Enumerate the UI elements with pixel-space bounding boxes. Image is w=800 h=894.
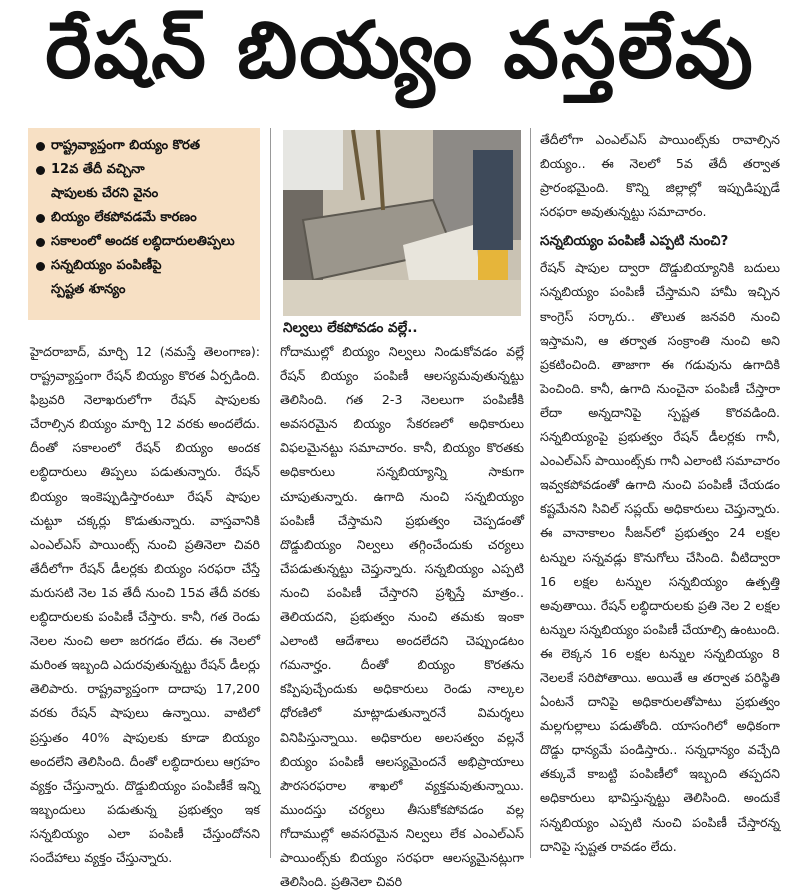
- highlight-item: సకాలంలో అందక లబ్ధిదారులతిప్పలు: [36, 230, 252, 254]
- headline: [0, 0, 800, 120]
- article-paragraph: తేదీలోగా ఎంఎల్ఎస్ పాయింట్స్‌కు రావాల్సిన బియ్యం.. ఈ నెలలో 5వ తేదీ తర్వాత ప్రారంభమైంది. కొన్ని జిల్లాల్లో ఇప్పుడిప్పుడే సరఫరా అవుతున్నట్టు సమాచారం.: [540, 132, 780, 220]
- article-column-1: [30, 340, 260, 865]
- article-column-2: [280, 340, 524, 890]
- highlight-item: 12వ తేదీ వచ్చినా: [36, 158, 252, 182]
- bullet-icon: [36, 142, 45, 151]
- highlight-item: బియ్యం లేకపోవడమే కారణం: [36, 206, 252, 230]
- highlight-item: సన్నబియ్యం పంపిణీపై: [36, 254, 252, 278]
- bullet-icon: [36, 238, 45, 247]
- bullet-icon: [36, 214, 45, 223]
- column-divider: [530, 128, 531, 858]
- subheading: నిల్వలు లేకపోవడం వల్లే..: [283, 320, 418, 336]
- headline-text: రేషన్ బియ్యం వస్తలేవు: [45, 5, 755, 96]
- highlight-item: రాష్ట్రవ్యాప్తంగా బియ్యం కొరత: [36, 134, 252, 158]
- news-photo: [283, 130, 521, 316]
- highlights-box: [28, 128, 260, 320]
- bullet-icon: [36, 166, 45, 175]
- highlight-item-continued: షాపులకు చేరని వైనం: [51, 186, 159, 201]
- bullet-icon: [36, 262, 45, 271]
- column-divider: [270, 128, 271, 858]
- subheading: సన్నబియ్యం పంపిణీ ఎప్పటి నుంచి?: [540, 233, 729, 250]
- highlight-item-continued: స్పష్టత శూన్యం: [51, 282, 126, 297]
- article-paragraph: గోదాముల్లో బియ్యం నిల్వలు నిండుకోవడం వల్లే రేషన్ బియ్యం పంపిణీ ఆలస్యమవుతున్నట్టు తెలిసింది. గత 2-3 నెలలుగా పంపిణీకి అవసరమైన బియ్యం సేకరణలో అధికారులు విఫలమైనట్టు సమాచారం. కానీ, బియ్యం కొరతకు అధికారులు సన్నబియ్యాన్ని సాకుగా చూపుతున్నారు. ఉగాది నుంచి సన్నబియ్యం పంపిణీ చేస్తామని ప్రభుత్వం చెప్పడంతో దొడ్డుబియ్యం నిల్వలు తగ్గించేందుకు చర్యలు చేపడుతున్నట్టు చెప్తున్నారు. సన్నబియ్యం ఎప్పటి నుంచి పంపిణీ చేస్తారని ప్రశ్నిస్తే మాత్రం.. తెలియదని, ప్రభుత్వం నుంచి తమకు ఇంకా ఎలాంటి ఆదేశాలు అందలేదని చెప్పుండటం గమనార్హం. దీంతో బియ్యం కొరతను కప్పిపుచ్చేందుకు అధికారులు రెండు నాల్కల ధోరణిలో మాట్లాడుతున్నారనే విమర్శలు వినిపిస్తున్నాయి. అధికారుల అలసత్వం వల్లనే బియ్యం పంపిణీ ఆలస్యమైందనే అభిప్రాయాలు పౌరసరఫరాల శాఖలో వ్యక్తమవుతున్నాయి. ముందస్తు చర్యలు తీసుకోకపోవడం వల్ల గోదాముల్లో అవసరమైన నిల్వలు లేక ఎంఎల్ఎస్ పాయింట్స్‌కు బియ్యం సరఫరా ఆలస్యమైనట్లుగా తెలిసింది. ప్రతినెలా చివరి: [280, 344, 524, 890]
- article-paragraph: రేషన్ షాపుల ద్వారా దొడ్డుబియ్యానికి బదులు సన్నబియ్యం పంపిణీ చేస్తామని హామీ ఇచ్చిన కాంగ్రెస్ సర్కారు.. తొలుత జనవరి నుంచి ఇస్తామని, ఆ తర్వాత సంక్రాంతి నుంచి అని ప్రకటించింది. తాజాగా ఈ గడువును ఉగాదికి పెంచింది. కానీ, ఉగాది నుంచైనా పంపిణీ చేస్తారా లేదా అన్నదానిపై స్పష్టత కొరవడింది. సన్నబియ్యంపై ప్రభుత్వం రేషన్ డీలర్లకు గానీ, ఎంఎల్ఎస్ పాయింట్స్‌కు గానీ ఎలాంటి సమాచారం ఇవ్వకపోవడంతో ఉగాది నుంచి పంపిణీ చేయడం కష్టమేనని సివిల్ సప్లయ్ అధికారులు చెప్తున్నారు. ఈ వానాకాలం సీజన్‌లో ప్రభుత్వం 24 లక్షల టన్నుల సన్నవడ్లు కొనుగోలు చేసింది. వీటిద్వారా 16 లక్షల టన్నుల సన్నబియ్యం ఉత్పత్తి అవుతాయి. రేషన్ లబ్ధిదారులకు ప్రతి నెల 2 లక్షల టన్నుల సన్నబియ్యం పంపిణీ చేయాల్సి ఉంటుంది. ఈ లెక్కన 16 లక్షల టన్నుల సన్నబియ్యం 8 నెలలకే సరిపోతాయి. అయితే ఆ తర్వాత పరిస్థితి ఏంటనే దానిపై అధికారులతోపాటు ప్రభుత్వం మల్లగుల్లాలు పడుతోంది. యాసంగిలో అధికంగా దొడ్డు ధాన్యమే పండిస్తారు.. సన్నధాన్యం వచ్చేది తక్కువే కాబట్టి పంపిణీలో ఇబ్బంది తప్పదని అధికారులు భావిస్తున్నట్టు తెలిసింది. అందుకే సన్నబియ్యం ఎప్పటి నుంచి పంపిణీ చేస్తారన్న దానిపై స్పష్టత రావడం లేదు.: [540, 260, 780, 854]
- article-paragraph: హైదరాబాద్, మార్చి 12 (నమస్తే తెలంగాణ): రాష్ట్రవ్యాప్తంగా రేషన్ బియ్యం కొరత ఏర్పడింది. ఫిబ్రవరి నెలాఖరులోగా రేషన్ షాపులకు చేరాల్సిన బియ్యం మార్చి 12 వరకు అందలేదు. దీంతో సకాలంలో రేషన్ బియ్యం అందక లబ్ధిదారులు తిప్పలు పడుతున్నారు. రేషన్ బియ్యం ఇంకెప్పుడిస్తారంటూ రేషన్ షాపుల చుట్టూ చక్కర్లు కొడుతున్నారు. వాస్తవానికి ఎంఎల్ఎస్ పాయింట్స్ నుంచి ప్రతినెలా చివరి తేదీలోగా రేషన్ డీలర్లకు బియ్యం సరఫరా చేస్తే మరుసటి నెల 1వ తేదీ నుంచి 15వ తేదీ వరకు లబ్ధిదారులకు పంపిణీ చేస్తారు. కానీ, గత రెండు నెలల నుంచి అలా జరగడం లేదు. ఈ నెలలో మరింత ఇబ్బంది ఎదురవుతున్నట్టు రేషన్ డీలర్లు తెలిపారు. రాష్ట్రవ్యాప్తంగా దాదాపు 17,200 వరకు రేషన్ షాపులు ఉన్నాయి. వాటిలో ప్రస్తుతం 40% షాపులకు కూడా బియ్యం అందలేని తెలిసింది. దీంతో లబ్ధిదారులు ఆగ్రహం వ్యక్తం చేస్తున్నారు. దొడ్డుబియ్యం పంపిణీకే ఇన్ని ఇబ్బందులు పడుతున్న ప్రభుత్వం ఇక సన్నబియ్యం ఎలా పంపిణీ చేస్తుందోనని సందేహాలు వ్యక్తం చేస్తున్నారు.: [30, 344, 260, 865]
- article-column-3: [540, 128, 780, 860]
- rice-bag-photo: [283, 130, 521, 316]
